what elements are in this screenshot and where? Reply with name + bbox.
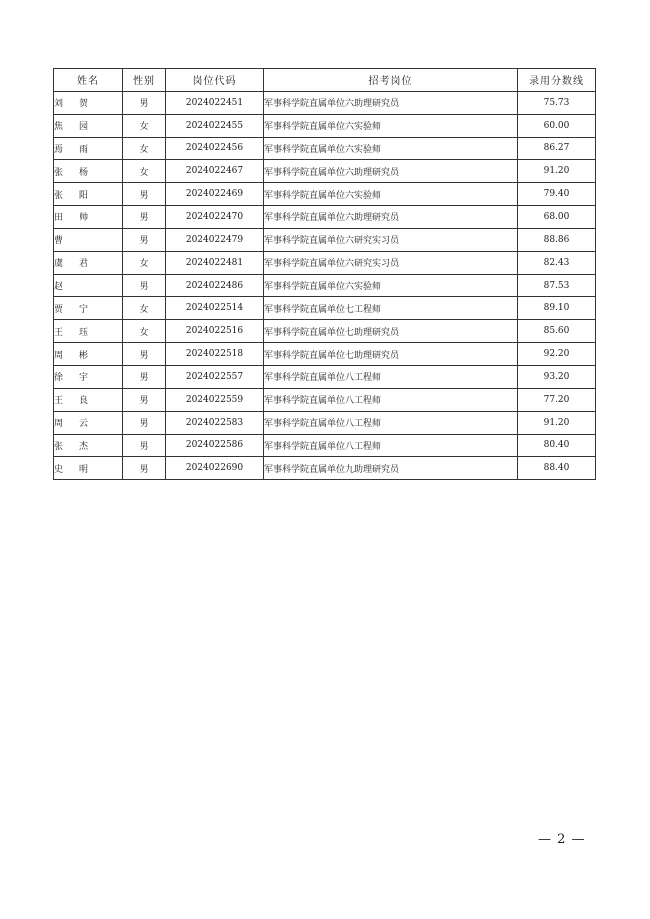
cell-gender: 女 xyxy=(123,160,166,183)
table-row xyxy=(54,274,596,297)
cell-position: 军事科学院直属单位七工程师 xyxy=(264,297,518,320)
cell-position: 军事科学院直属单位八工程师 xyxy=(264,411,518,434)
table-row xyxy=(54,160,596,183)
header-gender: 性别 xyxy=(123,69,166,92)
cell-gender: 女 xyxy=(123,114,166,137)
cell-name: 焉雨 xyxy=(54,137,123,160)
table-row xyxy=(54,297,596,320)
cell-name: 王良 xyxy=(54,388,123,411)
cell-position: 军事科学院直属单位七助理研究员 xyxy=(264,343,518,366)
cell-position-code: 2024022481 xyxy=(166,251,264,274)
cell-name: 贾宁 xyxy=(54,297,123,320)
cell-score: 93.20 xyxy=(518,365,596,388)
table-row xyxy=(54,183,596,206)
cell-name: 曹 xyxy=(54,228,123,251)
cell-position: 军事科学院直属单位六助理研究员 xyxy=(264,206,518,229)
cell-position-code: 2024022690 xyxy=(166,457,264,480)
cell-position-code: 2024022456 xyxy=(166,137,264,160)
cell-gender: 男 xyxy=(123,365,166,388)
cell-gender: 男 xyxy=(123,206,166,229)
cell-position: 军事科学院直属单位六实验师 xyxy=(264,114,518,137)
cell-score: 75.73 xyxy=(518,91,596,114)
table-row xyxy=(54,206,596,229)
cell-position-code: 2024022479 xyxy=(166,228,264,251)
cell-score: 87.53 xyxy=(518,274,596,297)
table-row xyxy=(54,434,596,457)
cell-name: 张杨 xyxy=(54,160,123,183)
cell-position-code: 2024022470 xyxy=(166,206,264,229)
cell-position-code: 2024022516 xyxy=(166,320,264,343)
cell-position-code: 2024022455 xyxy=(166,114,264,137)
cell-position: 军事科学院直属单位六实验师 xyxy=(264,137,518,160)
cell-gender: 女 xyxy=(123,297,166,320)
cell-position-code: 2024022514 xyxy=(166,297,264,320)
cell-position: 军事科学院直属单位六研究实习员 xyxy=(264,251,518,274)
cell-score: 85.60 xyxy=(518,320,596,343)
cell-position-code: 2024022486 xyxy=(166,274,264,297)
cell-gender: 女 xyxy=(123,251,166,274)
header-position: 招考岗位 xyxy=(264,69,518,92)
cell-name: 刘贺 xyxy=(54,91,123,114)
cell-position: 军事科学院直属单位六助理研究员 xyxy=(264,160,518,183)
cell-position-code: 2024022467 xyxy=(166,160,264,183)
table-body xyxy=(54,91,596,479)
cell-score: 82.43 xyxy=(518,251,596,274)
cell-gender: 男 xyxy=(123,91,166,114)
cell-gender: 男 xyxy=(123,434,166,457)
cell-position: 军事科学院直属单位八工程师 xyxy=(264,434,518,457)
cell-score: 89.10 xyxy=(518,297,596,320)
cell-name: 史明 xyxy=(54,457,123,480)
cell-name: 张杰 xyxy=(54,434,123,457)
table-row xyxy=(54,114,596,137)
cell-score: 86.27 xyxy=(518,137,596,160)
cell-score: 91.20 xyxy=(518,160,596,183)
table-row xyxy=(54,251,596,274)
cell-score: 88.40 xyxy=(518,457,596,480)
table-row xyxy=(54,137,596,160)
page-number: — 2 — xyxy=(538,832,586,847)
table-row xyxy=(54,365,596,388)
cell-name: 周彬 xyxy=(54,343,123,366)
cell-gender: 男 xyxy=(123,274,166,297)
cell-gender: 男 xyxy=(123,343,166,366)
cell-name: 王珏 xyxy=(54,320,123,343)
cell-score: 68.00 xyxy=(518,206,596,229)
cell-name: 田帅 xyxy=(54,206,123,229)
header-score-line: 录用分数线 xyxy=(518,69,596,92)
cell-name: 虞君 xyxy=(54,251,123,274)
cell-gender: 男 xyxy=(123,457,166,480)
cell-score: 92.20 xyxy=(518,343,596,366)
cell-position-code: 2024022469 xyxy=(166,183,264,206)
cell-name: 赵 xyxy=(54,274,123,297)
admission-score-table xyxy=(53,68,596,480)
table-row xyxy=(54,91,596,114)
cell-position: 军事科学院直属单位八工程师 xyxy=(264,388,518,411)
cell-position-code: 2024022451 xyxy=(166,91,264,114)
cell-position-code: 2024022583 xyxy=(166,411,264,434)
cell-score: 77.20 xyxy=(518,388,596,411)
cell-name: 张阳 xyxy=(54,183,123,206)
cell-position-code: 2024022518 xyxy=(166,343,264,366)
table-row xyxy=(54,320,596,343)
cell-name: 周云 xyxy=(54,411,123,434)
table-row xyxy=(54,343,596,366)
cell-position: 军事科学院直属单位六实验师 xyxy=(264,183,518,206)
table-header-row xyxy=(54,69,596,92)
cell-gender: 女 xyxy=(123,320,166,343)
cell-position-code: 2024022559 xyxy=(166,388,264,411)
header-position-code: 岗位代码 xyxy=(166,69,264,92)
cell-gender: 男 xyxy=(123,388,166,411)
cell-position: 军事科学院直属单位六实验师 xyxy=(264,274,518,297)
table-row xyxy=(54,457,596,480)
cell-score: 60.00 xyxy=(518,114,596,137)
cell-gender: 女 xyxy=(123,137,166,160)
table-row xyxy=(54,228,596,251)
cell-position: 军事科学院直属单位六研究实习员 xyxy=(264,228,518,251)
cell-position: 军事科学院直属单位六助理研究员 xyxy=(264,91,518,114)
cell-position: 军事科学院直属单位七助理研究员 xyxy=(264,320,518,343)
cell-score: 91.20 xyxy=(518,411,596,434)
cell-position-code: 2024022557 xyxy=(166,365,264,388)
cell-score: 79.40 xyxy=(518,183,596,206)
cell-score: 80.40 xyxy=(518,434,596,457)
cell-name: 徐宇 xyxy=(54,365,123,388)
cell-position: 军事科学院直属单位九助理研究员 xyxy=(264,457,518,480)
cell-gender: 男 xyxy=(123,228,166,251)
cell-name: 焦园 xyxy=(54,114,123,137)
header-name: 姓名 xyxy=(54,69,123,92)
cell-gender: 男 xyxy=(123,411,166,434)
cell-position-code: 2024022586 xyxy=(166,434,264,457)
cell-position: 军事科学院直属单位八工程师 xyxy=(264,365,518,388)
cell-score: 88.86 xyxy=(518,228,596,251)
table-row xyxy=(54,411,596,434)
cell-gender: 男 xyxy=(123,183,166,206)
table-row xyxy=(54,388,596,411)
